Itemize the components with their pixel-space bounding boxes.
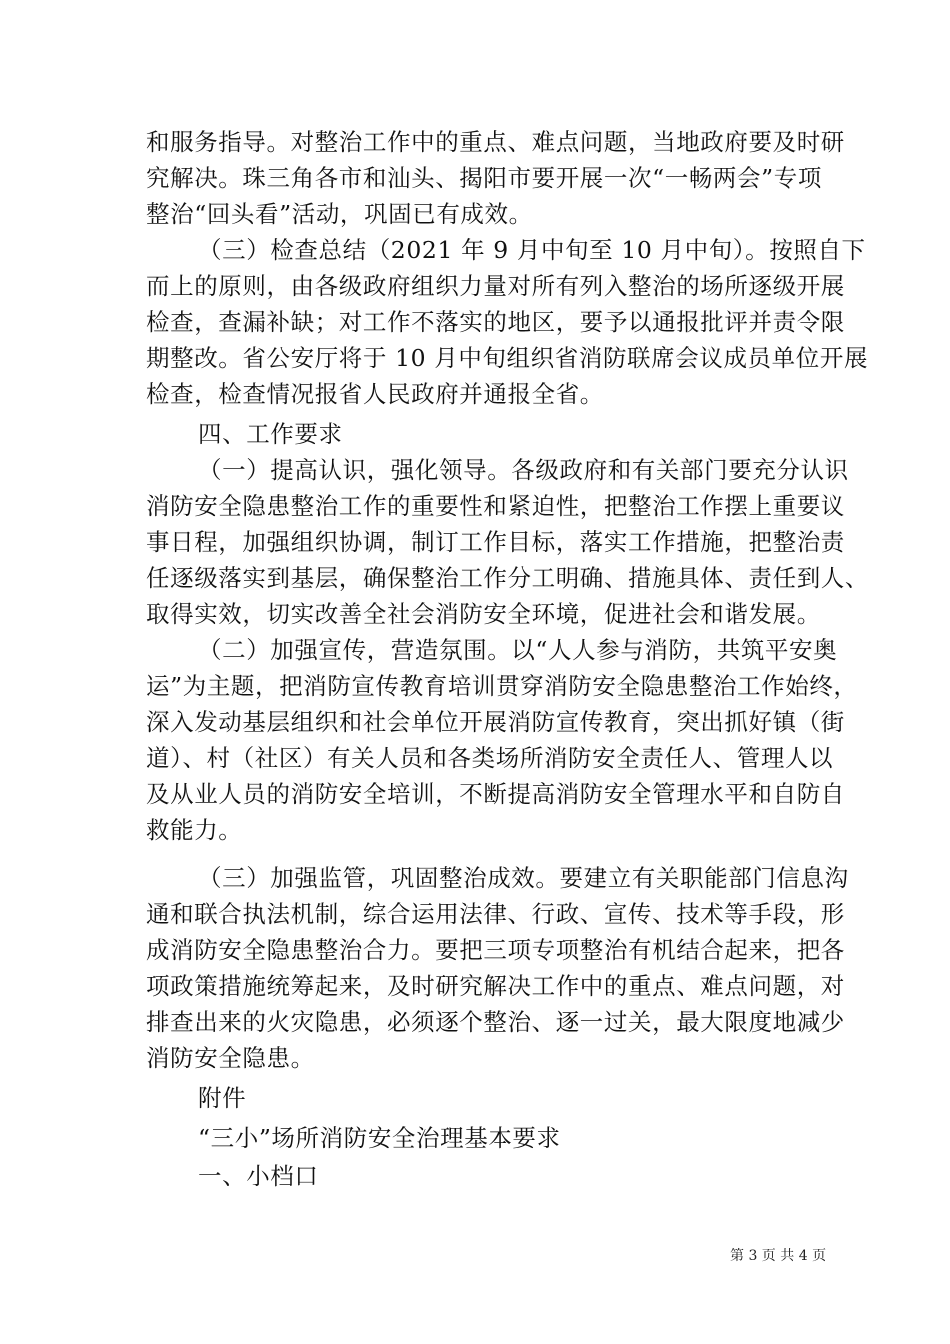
attachment-label: 附件 bbox=[198, 1084, 247, 1112]
text-line: 成消防安全隐患整治合力。要把三项专项整治有机结合起来，把各 bbox=[146, 936, 845, 964]
page-number: 第 3 页 共 4 页 bbox=[730, 1248, 827, 1264]
text-line: 道）、村（社区）有关人员和各类场所消防安全责任人、管理人以 bbox=[146, 744, 834, 772]
text-line: 事日程，加强组织协调，制订工作目标，落实工作措施，把整治责 bbox=[146, 528, 845, 556]
text-line: 消防安全隐患整治工作的重要性和紧迫性，把整治工作摆上重要议 bbox=[146, 492, 845, 520]
text-line: （二）加强宣传，营造氛围。以“人人参与消防，共筑平安奥 bbox=[198, 636, 838, 664]
text-line: 究解决。珠三角各市和汕头、揭阳市要开展一次“一畅两会”专项 bbox=[146, 164, 822, 192]
text-line: 整治“回头看”活动，巩固已有成效。 bbox=[146, 200, 533, 228]
text-line: 通和联合执法机制，综合运用法律、行政、宣传、技术等手段，形 bbox=[146, 900, 845, 928]
text-line: 排查出来的火灾隐患，必须逐个整治、逐一过关，最大限度地减少 bbox=[146, 1008, 845, 1036]
text-line: 及从业人员的消防安全培训，不断提高消防安全管理水平和自防自 bbox=[146, 780, 845, 808]
text-line: 运”为主题，把消防宣传教育培训贯穿消防安全隐患整治工作始终， bbox=[146, 672, 858, 700]
text-line: 期整改。省公安厅将于 10 月中旬组织省消防联席会议成员单位开展 bbox=[146, 344, 869, 372]
text-line: 深入发动基层组织和社会单位开展消防宣传教育，突出抓好镇（街 bbox=[146, 708, 845, 736]
text-line: 项政策措施统筹起来，及时研究解决工作中的重点、难点问题，对 bbox=[146, 972, 845, 1000]
text-line: （一）提高认识，强化领导。各级政府和有关部门要充分认识 bbox=[198, 456, 849, 484]
section-heading: 一、小档口 bbox=[198, 1162, 319, 1190]
section-heading: 四、工作要求 bbox=[198, 420, 343, 448]
text-line: 检查，查漏补缺；对工作不落实的地区，要予以通报批评并责令限 bbox=[146, 308, 845, 336]
text-line: 任逐级落实到基层，确保整治工作分工明确、措施具体、责任到人、 bbox=[146, 564, 869, 592]
text-line: 和服务指导。对整治工作中的重点、难点问题，当地政府要及时研 bbox=[146, 128, 845, 156]
attachment-title: “三小”场所消防安全治理基本要求 bbox=[198, 1124, 561, 1152]
text-line: 取得实效，切实改善全社会消防安全环境，促进社会和谐发展。 bbox=[146, 600, 821, 628]
text-line: 而上的原则，由各级政府组织力量对所有列入整治的场所逐级开展 bbox=[146, 272, 845, 300]
text-line: 救能力。 bbox=[146, 816, 243, 844]
text-line: （三）加强监管，巩固整治成效。要建立有关职能部门信息沟 bbox=[198, 864, 849, 892]
text-line: （三）检查总结（2021 年 9 月中旬至 10 月中旬）。按照自下 bbox=[198, 236, 866, 264]
text-line: 消防安全隐患。 bbox=[146, 1044, 315, 1072]
text-line: 检查，检查情况报省人民政府并通报全省。 bbox=[146, 380, 604, 408]
